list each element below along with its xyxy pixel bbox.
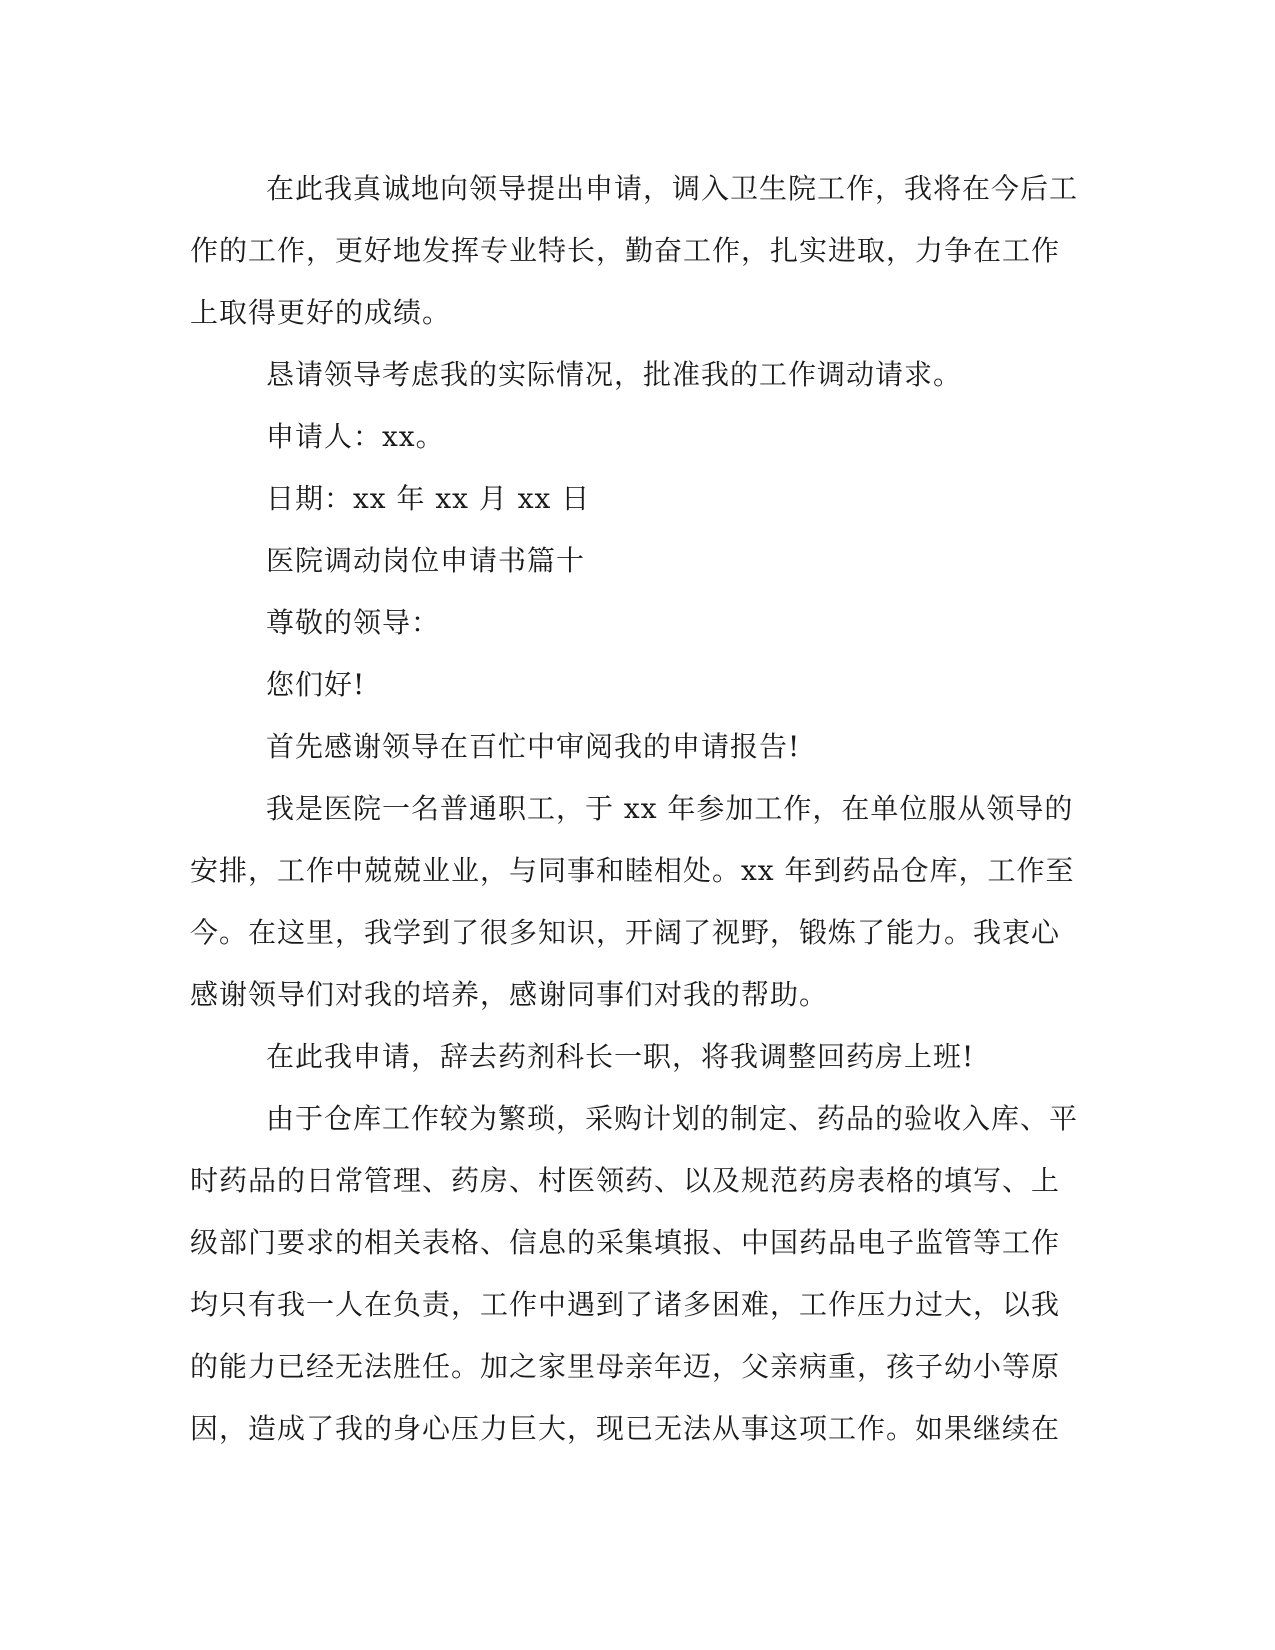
document-body	[190, 158, 1080, 1460]
paragraph-background: 我是医院一名普通职工，于 xx 年参加工作，在单位服从领导的 安排，工作中兢兢业业，与同事和睦相处。xx 年到药品仓库，工作至 今。在这里，我学到了很多知识，开阔了视野，锻炼了能力。我衷心 感谢领导们对我的培养，感谢同事们对我的帮助。	[190, 792, 1075, 1011]
date-line: 日期：xx 年 xx 月 xx 日	[266, 482, 591, 515]
paragraph-approval-plea: 恳请领导考虑我的实际情况，批准我的工作调动请求。	[266, 358, 963, 391]
paragraph-resignation: 在此我申请，辞去药剂科长一职，将我调整回药房上班!	[266, 1040, 975, 1073]
paragraph-transfer-request: 在此我真诚地向领导提出申请，调入卫生院工作，我将在今后工 作的工作，更好地发挥专业特长，勤奋工作，扎实进取，力争在工作 上取得更好的成绩。	[190, 172, 1079, 329]
paragraph-reasons: 由于仓库工作较为繁琐，采购计划的制定、药品的验收入库、平 时药品的日常管理、药房、村医领药、以及规范药房表格的填写、上 级部门要求的相关表格、信息的采集填报、中国药品电子监管等工作 均只有我一人在负责，工作中遇到了诸多困难，工作压力过大，以我 的能力已经无法胜任。加之家里母亲年迈，父亲病重，孩子幼小等原 因，造成了我的身心压力巨大，现已无法从事这项工作。如果继续在	[190, 1102, 1079, 1445]
greeting: 您们好!	[266, 668, 366, 701]
paragraph-thanks: 首先感谢领导在百忙中审阅我的申请报告!	[266, 730, 801, 763]
applicant-line: 申请人：xx。	[266, 420, 445, 453]
section-title: 医院调动岗位申请书篇十	[266, 544, 586, 577]
salutation: 尊敬的领导：	[266, 606, 441, 639]
